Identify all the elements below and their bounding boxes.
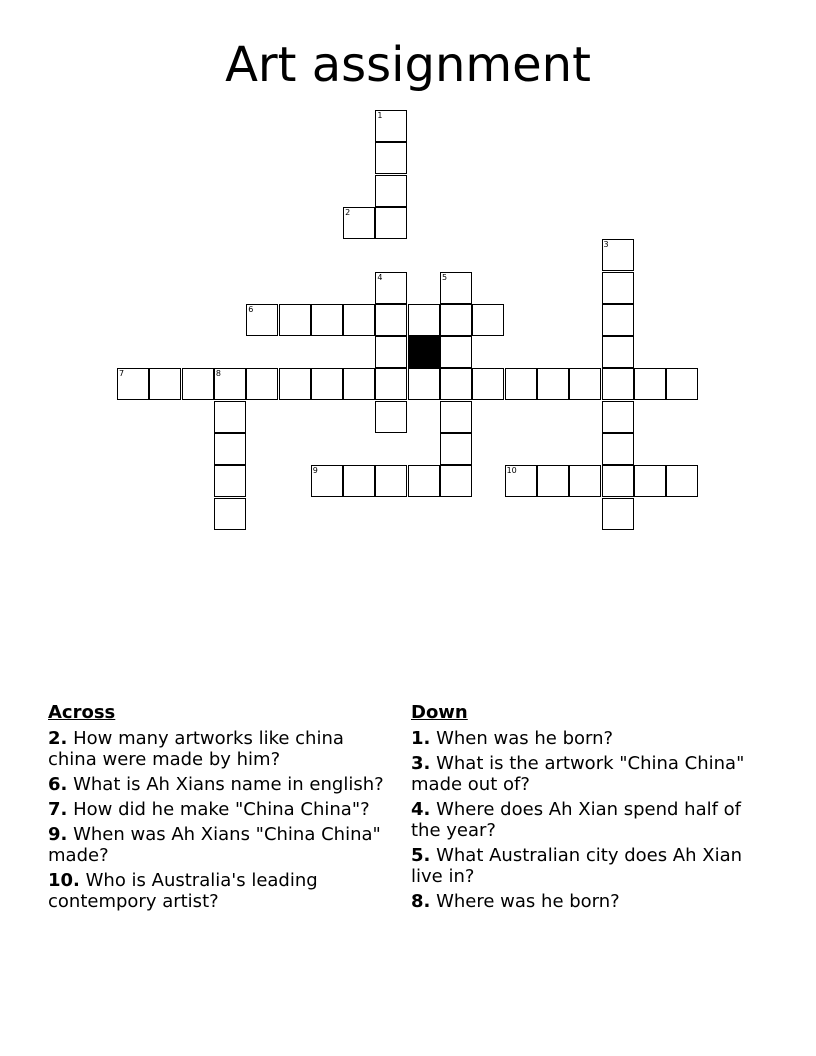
grid-cell[interactable] <box>117 368 149 400</box>
clue-number: 3. <box>411 753 431 774</box>
cell-number: 9 <box>312 466 318 476</box>
across-clues <box>48 702 393 916</box>
clue-number: 9. <box>48 824 68 845</box>
grid-cell[interactable] <box>634 368 666 400</box>
black-cell <box>408 336 440 368</box>
grid-cell[interactable] <box>602 368 634 400</box>
down-clue <box>411 891 751 912</box>
grid-cell[interactable] <box>214 401 246 433</box>
grid-cell[interactable] <box>375 401 407 433</box>
clue-text: What is the artwork "China China" made out of? <box>411 753 745 795</box>
grid-cell[interactable] <box>246 368 278 400</box>
grid-cell[interactable] <box>569 465 601 497</box>
clue-number: 10. <box>48 870 80 891</box>
grid-cell[interactable] <box>279 368 311 400</box>
grid-cell[interactable] <box>375 368 407 400</box>
grid-cell[interactable] <box>375 207 407 239</box>
down-clues <box>411 702 751 916</box>
grid-cell[interactable] <box>505 368 537 400</box>
grid-cell[interactable] <box>505 465 537 497</box>
across-clue <box>48 870 393 912</box>
cell-number: 10 <box>506 466 517 476</box>
cell-number: 1 <box>377 111 383 120</box>
across-clue <box>48 728 393 770</box>
cell-number: 6 <box>248 304 254 314</box>
grid-cell[interactable] <box>440 465 472 497</box>
grid-cell[interactable] <box>602 498 634 530</box>
grid-cell[interactable] <box>279 304 311 336</box>
grid-cell[interactable] <box>440 368 472 400</box>
grid-cell[interactable] <box>602 239 634 271</box>
down-clue <box>411 799 751 841</box>
grid-cell[interactable] <box>311 368 343 400</box>
grid-cell[interactable] <box>246 304 278 336</box>
clue-text: When was Ah Xians "China China" made? <box>48 824 381 866</box>
grid-cell[interactable] <box>408 465 440 497</box>
across-clue <box>48 799 393 820</box>
down-clue <box>411 753 751 795</box>
down-clue-list <box>411 728 751 912</box>
clue-text: Who is Australia's leading contempory artist? <box>48 870 318 912</box>
grid-cell[interactable] <box>440 272 472 304</box>
clue-text: When was he born? <box>430 728 614 749</box>
grid-cell[interactable] <box>666 368 698 400</box>
grid-cell[interactable] <box>666 465 698 497</box>
clue-text: How did he make "China China"? <box>67 799 370 820</box>
grid-cell[interactable] <box>602 433 634 465</box>
clue-text: What is Ah Xians name in english? <box>67 774 384 795</box>
grid-cell[interactable] <box>472 368 504 400</box>
cell-number: 4 <box>377 272 383 282</box>
clue-number: 7. <box>48 799 68 820</box>
grid-cell[interactable] <box>214 368 246 400</box>
grid-cell[interactable] <box>343 368 375 400</box>
grid-cell[interactable] <box>602 401 634 433</box>
grid-cell[interactable] <box>214 465 246 497</box>
grid-cell[interactable] <box>375 272 407 304</box>
grid-cell[interactable] <box>472 304 504 336</box>
down-clue <box>411 845 751 887</box>
grid-cell[interactable] <box>375 175 407 207</box>
clue-number: 1. <box>411 728 431 749</box>
grid-cell[interactable] <box>408 304 440 336</box>
clue-text: How many artworks like china china were made by him? <box>48 728 344 770</box>
grid-cell[interactable] <box>602 304 634 336</box>
clue-number: 2. <box>48 728 68 749</box>
down-clue <box>411 728 751 749</box>
grid-cell[interactable] <box>634 465 666 497</box>
grid-cell[interactable] <box>375 304 407 336</box>
grid-cell[interactable] <box>149 368 181 400</box>
grid-cell[interactable] <box>311 304 343 336</box>
cell-number: 8 <box>215 369 221 379</box>
grid-cell[interactable] <box>182 368 214 400</box>
clue-text: Where was he born? <box>430 891 620 912</box>
clue-text: What Australian city does Ah Xian live in? <box>411 845 743 887</box>
grid-cell[interactable] <box>440 401 472 433</box>
across-heading: Across <box>48 702 116 723</box>
down-heading: Down <box>411 702 468 723</box>
grid-cell[interactable] <box>602 336 634 368</box>
grid-cell[interactable] <box>602 272 634 304</box>
grid-cell[interactable] <box>375 142 407 174</box>
clue-number: 4. <box>411 799 431 820</box>
clue-number: 8. <box>411 891 431 912</box>
grid-cell[interactable] <box>343 207 375 239</box>
grid-cell[interactable] <box>375 465 407 497</box>
clue-text: Where does Ah Xian spend half of the year? <box>411 799 742 841</box>
grid-cell[interactable] <box>343 304 375 336</box>
grid-cell[interactable] <box>440 304 472 336</box>
grid-cell[interactable] <box>375 110 407 142</box>
clue-number: 6. <box>48 774 68 795</box>
page-title: Art assignment <box>225 37 591 93</box>
grid-cell[interactable] <box>440 433 472 465</box>
cell-number: 5 <box>442 272 448 282</box>
grid-cell[interactable] <box>569 368 601 400</box>
grid-cell[interactable] <box>311 465 343 497</box>
grid-cell[interactable] <box>214 433 246 465</box>
grid-cell[interactable] <box>375 336 407 368</box>
across-clue <box>48 774 393 795</box>
clue-number: 5. <box>411 845 431 866</box>
cell-number: 7 <box>119 369 125 379</box>
cell-number: 2 <box>345 207 351 217</box>
grid-cell[interactable] <box>602 465 634 497</box>
grid-cell[interactable] <box>343 465 375 497</box>
grid-cell[interactable] <box>537 465 569 497</box>
across-clue-list <box>48 728 393 912</box>
grid-cell[interactable] <box>214 498 246 530</box>
grid-cell[interactable] <box>408 368 440 400</box>
grid-cell[interactable] <box>440 336 472 368</box>
cell-number: 3 <box>603 240 609 250</box>
grid-cell[interactable] <box>537 368 569 400</box>
across-clue <box>48 824 393 866</box>
